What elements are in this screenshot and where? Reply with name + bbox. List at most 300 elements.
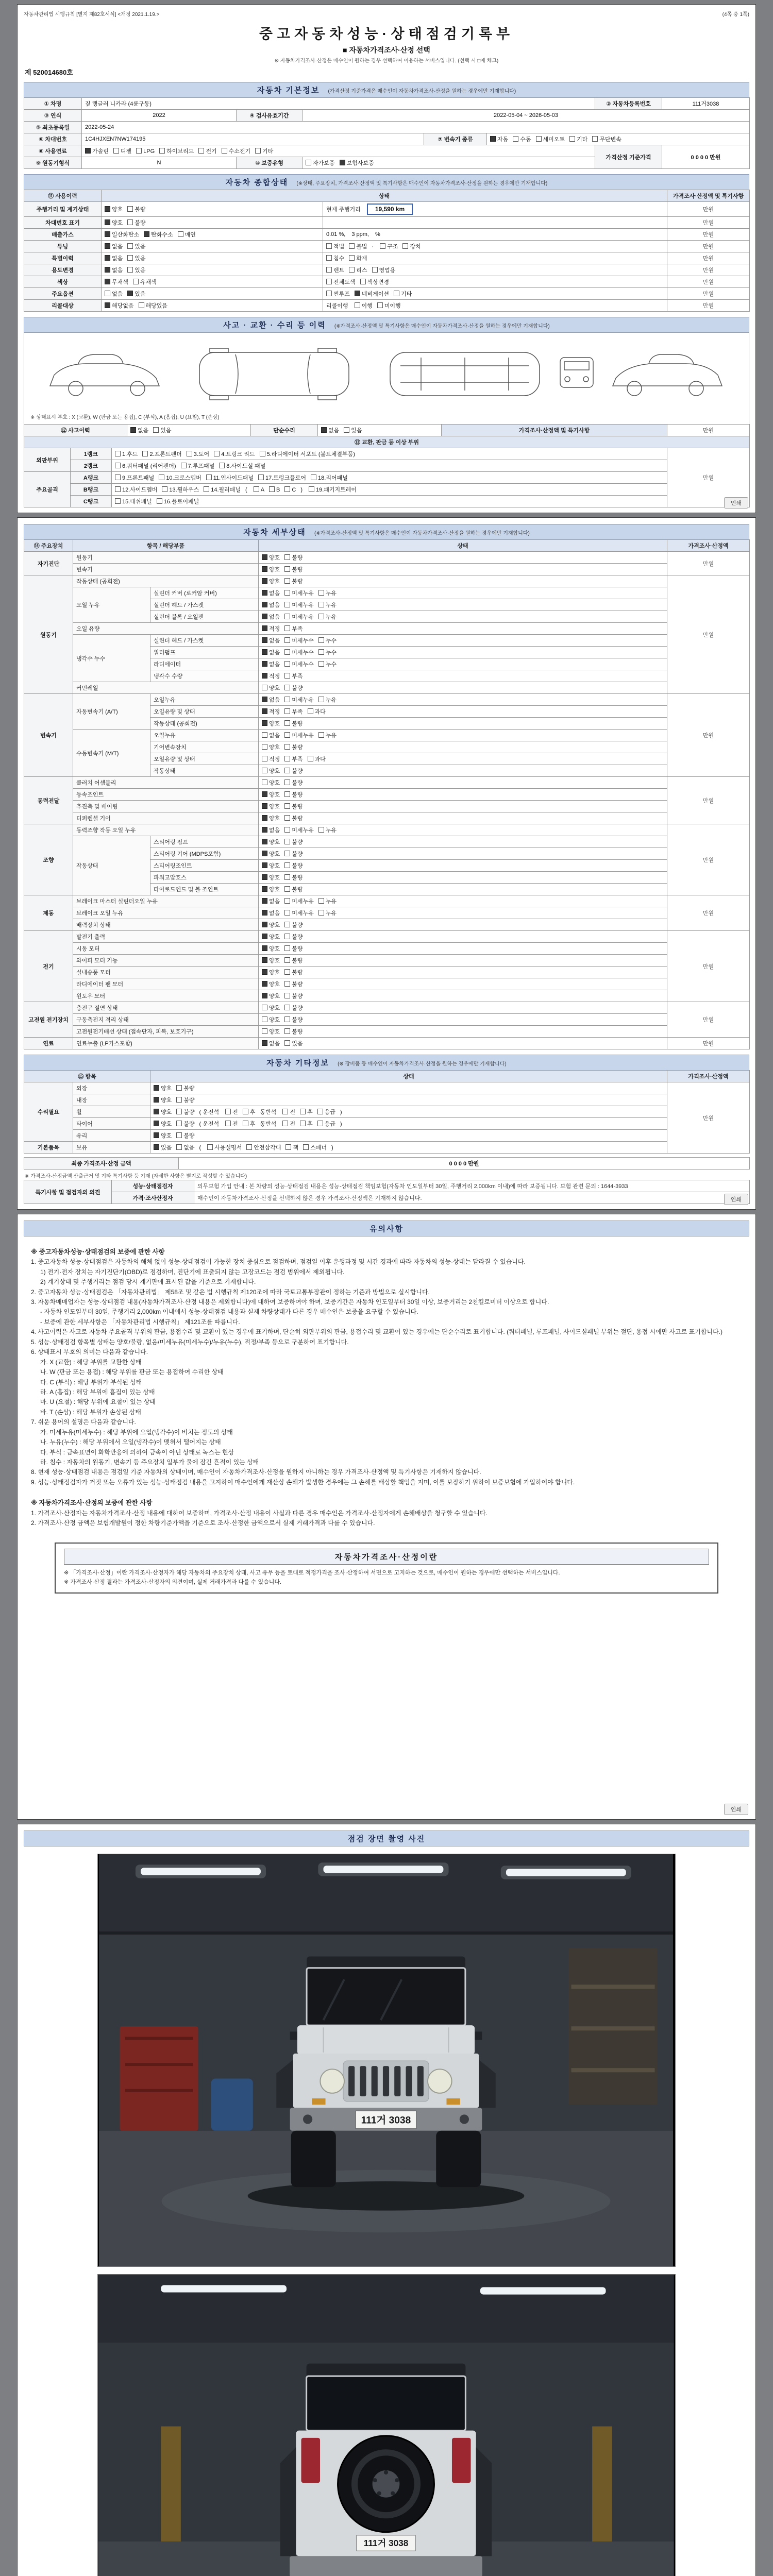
checkbox-label: 응급: [324, 1121, 335, 1127]
checkbox-option[interactable]: [262, 636, 280, 645]
checkbox-option[interactable]: [340, 159, 374, 167]
checkbox-option[interactable]: [284, 921, 303, 929]
checkbox-option[interactable]: [284, 660, 314, 668]
checkbox-option[interactable]: [115, 497, 152, 505]
checkbox-option[interactable]: [222, 147, 251, 155]
checkbox-option[interactable]: [262, 921, 280, 929]
checkbox-option[interactable]: [360, 278, 390, 286]
checkbox-option[interactable]: [284, 1039, 303, 1047]
cell: 스티어링 기어 (MDPS포함): [150, 848, 259, 860]
cell: A랭크: [71, 472, 112, 484]
checkbox-option[interactable]: [402, 242, 421, 250]
checkbox-option[interactable]: [127, 266, 145, 274]
checkbox-checked-icon: [262, 981, 267, 987]
checkbox-option[interactable]: [284, 601, 314, 609]
checkbox-option[interactable]: [284, 980, 303, 988]
checkbox-option[interactable]: [318, 696, 337, 704]
checkbox-option[interactable]: [115, 462, 176, 470]
cell: 자기진단: [24, 552, 73, 575]
checkbox-option[interactable]: [136, 148, 155, 155]
column-header: 상태: [259, 540, 667, 552]
checkbox-option[interactable]: [85, 147, 109, 155]
checkbox-icon: [285, 1144, 291, 1150]
checkbox-label: 불량: [292, 958, 303, 964]
checkbox-option[interactable]: [105, 290, 123, 298]
checkbox-option[interactable]: [326, 254, 344, 262]
checkbox-option[interactable]: [127, 290, 145, 298]
checkbox-checked-icon: [105, 231, 110, 237]
cell: [150, 1106, 667, 1118]
checkbox-option[interactable]: [225, 1108, 238, 1116]
checkbox-option[interactable]: [284, 802, 303, 810]
checkbox-option[interactable]: [262, 861, 280, 870]
checkbox-option[interactable]: [355, 301, 373, 310]
checkbox-option[interactable]: [284, 755, 303, 763]
checkbox-option[interactable]: [115, 473, 154, 482]
cell: 연료: [24, 1038, 73, 1049]
text-segment: ): [340, 1109, 342, 1115]
cell: [259, 670, 667, 682]
checkbox-option[interactable]: [282, 1108, 295, 1116]
checkbox-option[interactable]: [262, 968, 280, 976]
checkbox-option[interactable]: [198, 147, 216, 155]
checkbox-option[interactable]: [284, 861, 303, 870]
checkbox-option[interactable]: [284, 944, 303, 953]
checkbox-option[interactable]: [326, 278, 356, 286]
checkbox-option[interactable]: [308, 755, 326, 763]
checkbox-option[interactable]: [285, 1143, 298, 1151]
checkbox-option[interactable]: [154, 1131, 172, 1140]
checkbox-label: 누유: [325, 733, 337, 739]
checkbox-option[interactable]: [262, 1027, 280, 1036]
checkbox-option[interactable]: [284, 648, 314, 656]
checkbox-option[interactable]: [284, 778, 303, 787]
checkbox-option[interactable]: [306, 159, 335, 167]
checkbox-checked-icon: [154, 1132, 159, 1138]
checkbox-option[interactable]: [262, 743, 280, 751]
checkbox-checked-icon: [154, 1097, 159, 1103]
checkbox-option[interactable]: [284, 624, 303, 633]
checkbox-option[interactable]: [318, 589, 337, 597]
checkbox-option[interactable]: [262, 613, 280, 621]
checkbox-option[interactable]: [262, 707, 280, 716]
checkbox-option[interactable]: [162, 485, 199, 494]
checkbox-option[interactable]: [300, 1108, 313, 1116]
checkbox-icon: [162, 486, 167, 492]
checkbox-option[interactable]: [317, 1120, 335, 1128]
cell: 가격산정 기준가격: [595, 145, 662, 169]
section-accident-header: [24, 317, 749, 333]
checkbox-option[interactable]: [284, 719, 303, 727]
checkbox-option[interactable]: [349, 254, 367, 262]
checkbox-label: 영업용: [379, 267, 396, 274]
checkbox-option[interactable]: [284, 767, 303, 775]
checkbox-label: 누유: [325, 590, 337, 597]
checkbox-option[interactable]: [284, 968, 303, 976]
checkbox-option[interactable]: [159, 147, 194, 155]
checkbox-option[interactable]: [284, 731, 314, 739]
checkbox-label: 양호: [161, 1097, 172, 1104]
checkbox-option[interactable]: [113, 147, 131, 155]
checkbox-option[interactable]: [318, 826, 337, 834]
checkbox-label: 양호: [269, 970, 280, 976]
checkbox-option[interactable]: [154, 1108, 172, 1116]
checkbox-label: 기타: [262, 148, 274, 155]
checkbox-option[interactable]: [262, 790, 280, 799]
checkbox-option[interactable]: [284, 577, 303, 585]
checkbox-option[interactable]: [284, 565, 303, 573]
checkbox-option[interactable]: [490, 135, 508, 143]
checkbox-option[interactable]: [262, 731, 280, 739]
checkbox-option[interactable]: [284, 684, 303, 692]
checkbox-option[interactable]: [176, 1096, 194, 1104]
checkbox-option[interactable]: [105, 278, 128, 286]
checkbox-option[interactable]: [243, 1108, 256, 1116]
checkbox-option[interactable]: [309, 485, 357, 494]
checkbox-option[interactable]: [262, 802, 280, 810]
checkbox-option[interactable]: [262, 660, 280, 668]
notice-line: 라. 침수 : 자동차의 원동기, 변속기 등 주요장치 일부가 물에 잠긴 흔적이 있는 상태: [40, 1459, 259, 1466]
cell: [112, 472, 667, 484]
checkbox-option[interactable]: [206, 473, 254, 482]
checkbox-checked-icon: [262, 649, 267, 655]
cell: [102, 264, 323, 276]
cell: [259, 647, 667, 658]
checkbox-label: 양호: [112, 207, 123, 213]
cell: [323, 202, 667, 217]
checkbox-icon: [284, 637, 290, 643]
checkbox-icon: [176, 1085, 182, 1091]
checkbox-label: 불량: [292, 721, 303, 727]
checkbox-option[interactable]: [187, 450, 209, 458]
checkbox-option[interactable]: [127, 205, 145, 213]
checkbox-label: 8.사이드실 패널: [226, 463, 266, 469]
checkbox-option[interactable]: [105, 242, 123, 250]
checkbox-option[interactable]: [284, 838, 303, 846]
checkbox-option[interactable]: [284, 636, 314, 645]
checkbox-icon: [284, 625, 290, 631]
checkbox-option[interactable]: [262, 838, 280, 846]
checkbox-option[interactable]: [262, 944, 280, 953]
checkbox-option[interactable]: [176, 1131, 194, 1140]
checkbox-option[interactable]: [262, 577, 280, 585]
checkbox-option[interactable]: [326, 242, 344, 250]
column-header: 가격조사·산정액 및 특기사항: [667, 190, 750, 202]
checkbox-option[interactable]: [262, 1004, 280, 1012]
checkbox-option[interactable]: [269, 486, 280, 493]
checkbox-option[interactable]: [311, 473, 348, 482]
text-segment: (: [199, 1145, 201, 1151]
checkbox-option[interactable]: [284, 672, 303, 680]
checkbox-option[interactable]: [255, 147, 273, 155]
checkbox-option[interactable]: [154, 1084, 172, 1092]
checkbox-option[interactable]: [115, 485, 157, 494]
checkbox-option[interactable]: [284, 814, 303, 822]
checkbox-checked-icon: [262, 590, 267, 596]
checkbox-option[interactable]: [127, 254, 145, 262]
checkbox-option[interactable]: [204, 485, 241, 494]
detail-condition-mount: [24, 539, 749, 1049]
checkbox-option[interactable]: [284, 1015, 303, 1024]
checkbox-option[interactable]: [318, 660, 337, 668]
checkbox-icon: [284, 981, 290, 987]
checkbox-option[interactable]: [260, 450, 355, 458]
checkbox-option[interactable]: [207, 1143, 242, 1151]
checkbox-option[interactable]: [176, 1120, 194, 1128]
checkbox-option[interactable]: [262, 814, 280, 822]
inspection-photo-rear: [97, 2274, 676, 2576]
checkbox-option[interactable]: [284, 1004, 303, 1012]
checkbox-option[interactable]: [105, 218, 123, 227]
checkbox-option[interactable]: [157, 497, 199, 505]
cell: 주행거리 및 계기상태: [24, 202, 102, 217]
checkbox-option[interactable]: [349, 266, 367, 274]
checkbox-option[interactable]: [127, 242, 145, 250]
checkbox-option[interactable]: [225, 1120, 238, 1128]
checkbox-option[interactable]: [154, 1096, 172, 1104]
checkbox-option[interactable]: [284, 933, 303, 941]
detail-condition-table: [24, 539, 750, 1049]
checkbox-option[interactable]: [394, 290, 412, 298]
checkbox-option[interactable]: [262, 850, 280, 858]
checkbox-option[interactable]: [318, 731, 337, 739]
checkbox-option[interactable]: [284, 873, 303, 882]
checkbox-option[interactable]: [133, 278, 157, 286]
checkbox-option[interactable]: [262, 885, 280, 893]
checkbox-option[interactable]: [536, 135, 565, 143]
checkbox-icon: [204, 486, 209, 492]
checkbox-option[interactable]: [154, 1120, 172, 1128]
checkbox-option[interactable]: [262, 755, 280, 763]
checkbox-icon: [115, 498, 121, 504]
checkbox-option[interactable]: [142, 450, 181, 458]
checkbox-option[interactable]: [105, 266, 123, 274]
checkbox-option[interactable]: [308, 707, 326, 716]
cell: [259, 611, 667, 623]
checkbox-option[interactable]: [262, 992, 280, 1000]
checkbox-icon: [311, 474, 316, 480]
checkbox-option[interactable]: [144, 230, 173, 239]
checkbox-icon: [115, 486, 121, 492]
checkbox-option[interactable]: [262, 553, 280, 562]
checkbox-option[interactable]: [154, 1143, 172, 1151]
notice-price-list: [24, 1498, 749, 1533]
checkbox-option[interactable]: [318, 909, 337, 917]
checkbox-option[interactable]: [284, 613, 314, 621]
print-button[interactable]: 인쇄: [724, 497, 748, 509]
checkbox-icon: [349, 255, 355, 261]
checkbox-option[interactable]: [326, 266, 344, 274]
cell: [259, 1002, 667, 1014]
checkbox-label: 안전삼각대: [254, 1145, 281, 1151]
checkbox-option[interactable]: [130, 426, 148, 434]
checkbox-icon: [318, 697, 324, 702]
section-overall-title: 자동차 종합상태: [225, 178, 289, 187]
checkbox-option[interactable]: [284, 589, 314, 597]
checkbox-option[interactable]: [262, 684, 280, 692]
checkbox-label: 전: [232, 1109, 238, 1115]
checkbox-option[interactable]: [592, 135, 621, 143]
cell: [259, 1026, 667, 1038]
checkbox-option[interactable]: [318, 613, 337, 621]
checkbox-option[interactable]: [377, 301, 401, 310]
checkbox-label: 전: [232, 1121, 238, 1127]
cell: 만원: [667, 202, 750, 217]
print-button[interactable]: 인쇄: [724, 1194, 748, 1205]
checkbox-label: 적정: [269, 709, 280, 715]
checkbox-option[interactable]: [258, 473, 306, 482]
checkbox-option[interactable]: [372, 266, 396, 274]
checkbox-option[interactable]: [254, 486, 264, 493]
cell: 동력조향 작동 오일 누유: [73, 824, 259, 836]
checkbox-option[interactable]: [262, 778, 280, 787]
cell: [259, 777, 667, 789]
checkbox-icon: [318, 590, 324, 596]
checkbox-option[interactable]: [262, 696, 280, 704]
checkbox-option[interactable]: [262, 1039, 280, 1047]
checkbox-option[interactable]: [284, 707, 303, 716]
checkbox-icon: [284, 803, 290, 809]
checkbox-checked-icon: [262, 661, 267, 667]
checkbox-option[interactable]: [153, 426, 171, 434]
checkbox-option[interactable]: [262, 672, 280, 680]
checkbox-option[interactable]: [176, 1084, 194, 1092]
checkbox-option[interactable]: [321, 426, 339, 434]
cell: [259, 919, 667, 931]
checkbox-option[interactable]: [139, 301, 168, 310]
checkbox-checked-icon: [144, 231, 149, 237]
checkbox-option[interactable]: [262, 933, 280, 941]
checkbox-option[interactable]: [282, 1120, 295, 1128]
checkbox-label: 불량: [292, 970, 303, 976]
checkbox-option[interactable]: [300, 1120, 313, 1128]
checkbox-option[interactable]: [262, 980, 280, 988]
checkbox-option[interactable]: [284, 486, 296, 493]
checkbox-option[interactable]: [176, 1108, 194, 1116]
cell: [259, 1038, 667, 1049]
checkbox-label: 후: [307, 1109, 313, 1115]
checkbox-option[interactable]: [380, 242, 398, 250]
cell: 만원: [667, 300, 750, 312]
checkbox-icon: [306, 160, 311, 165]
checkbox-icon: [262, 1028, 267, 1034]
checkbox-option[interactable]: [176, 1143, 194, 1151]
checkbox-option[interactable]: [344, 426, 362, 434]
text-segment: ): [340, 1121, 342, 1127]
checkbox-option[interactable]: [284, 743, 303, 751]
cell: 와이퍼 모터 기능: [73, 955, 259, 967]
checkbox-option[interactable]: [262, 897, 280, 905]
cell: 휠: [73, 1106, 150, 1118]
checkbox-option[interactable]: [318, 648, 337, 656]
cell: 수동변속기 (M/T): [73, 730, 150, 777]
checkbox-option[interactable]: [262, 909, 280, 917]
checkbox-option[interactable]: [262, 565, 280, 573]
checkbox-option[interactable]: [105, 301, 134, 310]
checkbox-checked-icon: [154, 1085, 159, 1091]
column-header: 가격조사·산정액: [667, 1071, 750, 1082]
cell: 실린더 헤드 / 가스켓: [150, 635, 259, 647]
checkbox-option[interactable]: [284, 696, 314, 704]
checkbox-checked-icon: [262, 957, 267, 963]
checkbox-icon: [115, 451, 121, 456]
checkbox-option[interactable]: [355, 290, 389, 298]
checkbox-option[interactable]: [317, 1108, 335, 1116]
checkbox-option[interactable]: [243, 1120, 256, 1128]
checkbox-option[interactable]: [105, 205, 123, 213]
checkbox-icon: [318, 661, 324, 667]
checkbox-option[interactable]: [115, 450, 138, 458]
checkbox-option[interactable]: [284, 956, 303, 964]
checkbox-option[interactable]: [318, 601, 337, 609]
checkbox-icon: [284, 898, 290, 904]
checkbox-label: 양호: [161, 1121, 172, 1127]
license-plate-rear: 111거 3038: [363, 2538, 409, 2549]
checkbox-option[interactable]: [284, 553, 303, 562]
checkbox-option[interactable]: [569, 135, 587, 143]
checkbox-option[interactable]: [105, 254, 123, 262]
checkbox-option[interactable]: [214, 450, 255, 458]
other-info-mount: [24, 1070, 749, 1154]
checkbox-option[interactable]: [178, 230, 196, 239]
cell: [259, 967, 667, 978]
checkbox-option[interactable]: [284, 992, 303, 1000]
checkbox-option[interactable]: [262, 873, 280, 882]
checkbox-option[interactable]: [262, 648, 280, 656]
checkbox-option[interactable]: [127, 218, 145, 227]
notice-line: 9. 성능·상태점검자가 거짓 또는 오류가 있는 성능·상태점검 내용을 고지하여 매수인에게 재산상 손해가 발생한 경우에는 그 손해를 배상할 책임을 지며, 이를 보장하기 위하여 보증보험에 가입하여야 합니다.: [31, 1478, 575, 1486]
checkbox-label: 일산화탄소: [112, 232, 140, 238]
checkbox-option[interactable]: [262, 1015, 280, 1024]
checkbox-icon: [326, 255, 332, 261]
checkbox-option[interactable]: [262, 589, 280, 597]
checkbox-option[interactable]: [326, 290, 350, 298]
checkbox-option[interactable]: [219, 462, 265, 470]
document-title: 중고자동차성능·상태점검기록부: [259, 26, 514, 42]
checkbox-option[interactable]: [262, 956, 280, 964]
checkbox-option[interactable]: [284, 790, 303, 799]
checkbox-option[interactable]: [262, 767, 280, 775]
checkbox-option[interactable]: [105, 230, 139, 239]
checkbox-option[interactable]: [262, 601, 280, 609]
checkbox-option[interactable]: [284, 826, 314, 834]
cell: [259, 955, 667, 967]
cell: 튜닝: [24, 241, 102, 252]
checkbox-option[interactable]: [284, 909, 314, 917]
checkbox-option[interactable]: [181, 462, 215, 470]
cell: [323, 288, 667, 300]
checkbox-option[interactable]: [246, 1143, 281, 1151]
checkbox-option[interactable]: [262, 826, 280, 834]
checkbox-option[interactable]: [284, 897, 314, 905]
checkbox-option[interactable]: [284, 1027, 303, 1036]
checkbox-option[interactable]: [284, 885, 303, 893]
checkbox-option[interactable]: [284, 850, 303, 858]
checkbox-option[interactable]: [159, 473, 201, 482]
checkbox-option[interactable]: [513, 135, 531, 143]
text-segment: (: [245, 487, 247, 493]
checkbox-label: 양호: [269, 946, 280, 952]
cell: 원동기: [24, 575, 73, 694]
checkbox-option[interactable]: [349, 242, 367, 250]
checkbox-option[interactable]: [303, 1143, 327, 1151]
print-button[interactable]: 인쇄: [724, 1804, 748, 1815]
checkbox-option[interactable]: [318, 897, 337, 905]
checkbox-option[interactable]: [318, 636, 337, 645]
checkbox-option[interactable]: [262, 624, 280, 633]
notice-heading: ※ 중고자동차성능·상태점검의 보증에 관한 사항: [31, 1248, 165, 1256]
checkbox-option[interactable]: [262, 719, 280, 727]
